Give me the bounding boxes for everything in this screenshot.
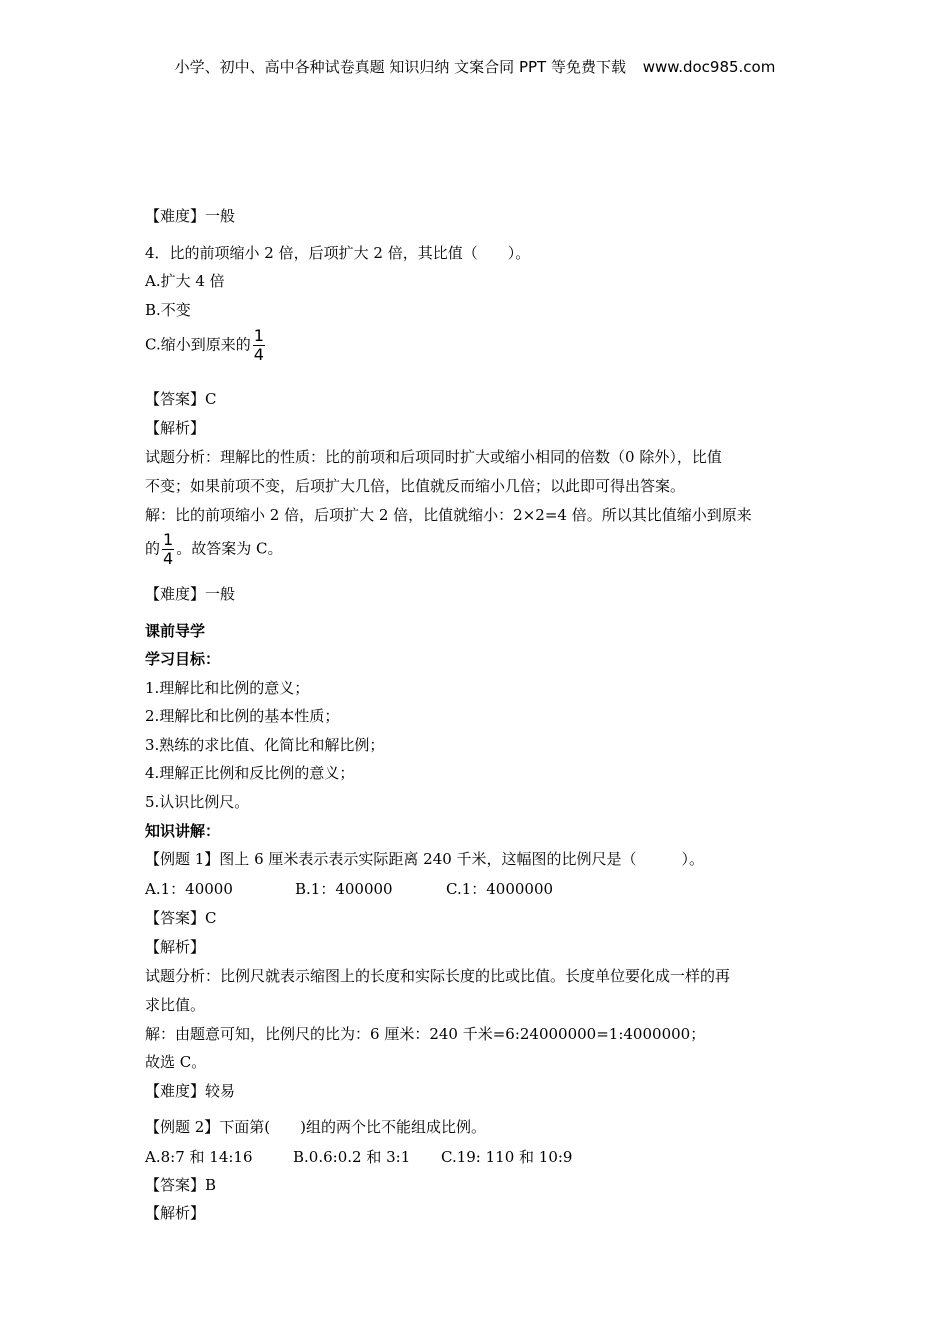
ex1-difficulty: 【难度】较易 — [145, 1082, 236, 1100]
ex1-option-b: B.1：400000 — [295, 880, 393, 898]
q4-answer: 【答案】C — [145, 390, 217, 408]
ex2-options — [145, 1146, 572, 1167]
ex2-question: 【例题 2】下面第( )组的两个比不能组成比例。 — [145, 1118, 487, 1136]
header-url[interactable]: www.doc985.com — [642, 58, 776, 76]
ex1-analysis-line2: 求比值。 — [145, 996, 206, 1014]
ex2-answer: 【答案】B — [145, 1176, 217, 1194]
q4-option-c-text: C.缩小到原来的 — [145, 335, 251, 354]
goals-title: 学习目标： — [145, 650, 221, 668]
goal-item: 1.理解比和比例的意义； — [145, 679, 310, 697]
section-title: 课前导学 — [145, 622, 206, 640]
q4-solution-prefix: 的 — [145, 539, 161, 558]
goal-item: 2.理解比和比例的基本性质； — [145, 707, 340, 725]
ex1-options — [145, 878, 553, 899]
ex1-question: 【例题 1】图上 6 厘米表示表示实际距离 240 千米，这幅图的比例尺是（ ）。 — [145, 850, 705, 868]
q4-question: 4．比的前项缩小 2 倍，后项扩大 2 倍，其比值（ ）。 — [145, 244, 531, 262]
ex1-analysis-label: 【解析】 — [145, 938, 206, 956]
goal-item: 3.熟练的求比值、化简比和解比例； — [145, 736, 385, 754]
goal-item: 5.认识比例尺。 — [145, 793, 250, 811]
ex2-option-b: B.0.6:0.2 和 3:1 — [293, 1148, 411, 1166]
difficulty-label: 【难度】一般 — [145, 207, 236, 225]
q4-analysis-line1: 试题分析：理解比的性质：比的前项和后项同时扩大或缩小相同的倍数（0 除外），比值 — [145, 448, 722, 466]
ex1-solution: 解：由题意可知，比例尺的比为：6 厘米：240 千米=6:24000000=1:4000000； — [145, 1025, 706, 1043]
q4-option-c — [145, 328, 267, 363]
fraction-one-quarter: $\frac{1}{4}$ — [253, 326, 264, 364]
page-header — [0, 56, 950, 77]
fraction-one-quarter-2: $\frac{1}{4}$ — [163, 530, 174, 568]
knowledge-title: 知识讲解： — [145, 822, 221, 840]
q4-solution-suffix: 。故答案为 C。 — [176, 539, 283, 558]
q4-option-a: A.扩大 4 倍 — [145, 272, 225, 290]
ex1-answer: 【答案】C — [145, 909, 217, 927]
goal-item: 4.理解正比例和反比例的意义； — [145, 764, 355, 782]
ex2-analysis-label: 【解析】 — [145, 1204, 206, 1222]
q4-solution-line2 — [145, 532, 282, 567]
q4-analysis-label: 【解析】 — [145, 419, 206, 437]
q4-solution-line1: 解：比的前项缩小 2 倍，后项扩大 2 倍，比值就缩小：2×2=4 倍。所以其比值缩小到原来 — [145, 506, 752, 524]
ex1-option-a: A.1：40000 — [145, 880, 233, 898]
ex2-option-a: A.8:7 和 14:16 — [145, 1148, 253, 1166]
q4-difficulty: 【难度】一般 — [145, 585, 236, 603]
ex1-conclusion: 故选 C。 — [145, 1053, 207, 1071]
ex2-option-c: C.19: 110 和 10:9 — [441, 1148, 573, 1166]
ex1-analysis-line1: 试题分析：比例尺就表示缩图上的长度和实际长度的比或比值。长度单位要化成一样的再 — [145, 967, 731, 985]
q4-analysis-line2: 不变；如果前项不变，后项扩大几倍，比值就反而缩小几倍；以此即可得出答案。 — [145, 477, 686, 495]
header-text: 小学、初中、高中各种试卷真题 知识归纳 文案合同 PPT 等免费下载 — [174, 58, 626, 76]
q4-option-b: B.不变 — [145, 301, 191, 319]
ex1-option-c: C.1：4000000 — [446, 880, 554, 898]
